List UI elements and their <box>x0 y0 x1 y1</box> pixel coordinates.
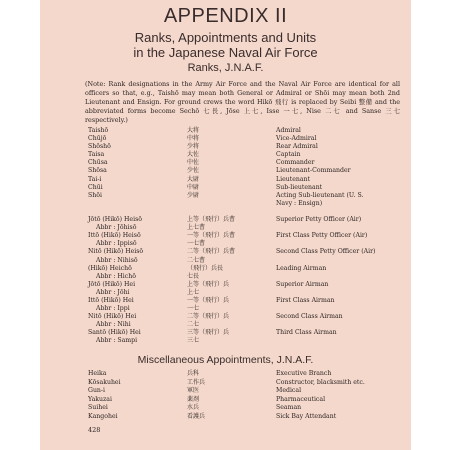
rank-kanji: 一等（飛行）兵 <box>187 296 230 304</box>
rank-kanji: 薬剤 <box>187 395 200 403</box>
table-row <box>40 192 411 200</box>
table-row <box>40 257 411 265</box>
rank-english: Third Class Airman <box>276 329 337 337</box>
rank-romaji: Ittō (Hikō) Heisō <box>88 232 141 240</box>
rank-kanji: 二等（飛行）兵曹 <box>187 248 236 256</box>
table-row <box>40 159 411 167</box>
rank-romaji: Taisa <box>88 151 105 159</box>
rank-kanji: 兵科 <box>187 370 200 377</box>
rank-english: Navy : Ensign) <box>276 199 323 207</box>
rank-english: Vice-Admiral <box>276 135 317 143</box>
table-row <box>40 370 411 379</box>
rank-kanji: 少尉 <box>187 191 200 199</box>
rank-note-text: (Note: Rank designations in the Army Air Force and the Naval Air Force are identical for all officers so that, e.g., Taishō may mean both General or Admiral or Shōi may mean both 2nd Lieutenant and Ensign. For ground crews the word Hikō 飛行 is replaced by Seibi 整備 and the abbreviated forms become Sechō 七長, Jōse 上七, Isse 一七, Nise 二七 and Sanse 三七 respectively.) <box>85 80 400 124</box>
rank-romaji: Suihei <box>88 404 108 412</box>
ranks-table <box>40 127 411 346</box>
rank-romaji: Abbr : Nihi <box>96 321 131 329</box>
rank-english: First Class Petty Officer (Air) <box>276 232 368 240</box>
table-row <box>40 216 411 224</box>
rank-romaji: Shōi <box>88 191 102 199</box>
rank-english: Pharmaceutical <box>276 395 326 403</box>
table-row <box>40 281 411 289</box>
rank-romaji: Nitō (Hikō) Hei <box>88 313 137 321</box>
rank-romaji: Chūi <box>88 183 103 191</box>
rank-note <box>85 80 400 125</box>
rank-romaji: Jōtō (Hikō) Heisō <box>88 216 142 224</box>
title-line-2: in the Japanese Naval Air Force <box>133 45 318 60</box>
rank-romaji: Shōshō <box>88 143 111 151</box>
rank-kanji: 一七 <box>187 305 200 313</box>
rank-romaji: Shōsa <box>88 167 107 175</box>
rank-kanji: 一七曹 <box>187 240 206 248</box>
rank-english: Admiral <box>276 127 301 134</box>
rank-kanji: 水兵 <box>187 404 200 412</box>
table-row <box>40 329 411 337</box>
rank-kanji: 三等（飛行）兵 <box>187 329 230 337</box>
rank-kanji: 看護兵 <box>187 412 206 420</box>
table-row <box>40 135 411 143</box>
rank-romaji: Kōsakuhei <box>88 378 121 386</box>
rank-romaji: Gun-i <box>88 387 105 395</box>
rank-kanji: 七長 <box>187 272 200 280</box>
rank-kanji: （飛行）兵長 <box>187 264 224 272</box>
rank-romaji: Tai-i <box>88 175 102 183</box>
rank-kanji: 二七 <box>187 321 200 329</box>
table-row <box>40 289 411 297</box>
rank-english: Rear Admiral <box>276 143 318 151</box>
table-row <box>40 387 411 396</box>
rank-romaji: Abbr : Ippisō <box>96 240 137 248</box>
rank-kanji: 中将 <box>187 135 200 143</box>
table-row <box>40 396 411 405</box>
table-row <box>40 337 411 345</box>
table-row <box>40 176 411 184</box>
rank-kanji: 二七曹 <box>187 256 206 264</box>
table-row <box>40 273 411 281</box>
table-row <box>40 200 411 208</box>
rank-romaji: Taishō <box>88 127 109 134</box>
rank-kanji: 中尉 <box>187 183 200 191</box>
table-row <box>40 265 411 273</box>
rank-english: Commander <box>276 159 315 167</box>
rank-kanji: 少佐 <box>187 167 200 175</box>
rank-kanji: 一等（飛行）兵曹 <box>187 232 236 240</box>
rank-kanji: 上等（飛行）兵 <box>187 280 230 288</box>
table-row <box>40 167 411 175</box>
rank-kanji: 少将 <box>187 143 200 151</box>
rank-romaji: Abbr : Ippi <box>96 305 130 313</box>
rank-kanji: 中佐 <box>187 159 200 167</box>
rank-romaji: Ittō (Hikō) Hei <box>88 296 134 304</box>
rank-english: First Class Airman <box>276 296 335 304</box>
table-row <box>40 224 411 232</box>
section-heading-misc: Miscellaneous Appointments, J.N.A.F. <box>137 354 314 366</box>
rank-kanji: 大将 <box>187 127 200 134</box>
table-row <box>40 379 411 388</box>
rank-english: Acting Sub-lieutenant (U. S. <box>276 191 364 199</box>
rank-romaji: Abbr : Sampi <box>96 337 138 345</box>
table-row <box>40 248 411 256</box>
rank-english: Constructor, blacksmith etc. <box>276 378 365 386</box>
section-heading-ranks: Ranks, J.N.A.F. <box>187 62 264 74</box>
rank-english: Second Class Petty Officer (Air) <box>276 248 376 256</box>
table-row <box>40 404 411 413</box>
rank-english: Seaman <box>276 404 302 412</box>
rank-romaji: Heika <box>88 370 107 377</box>
table-row <box>40 305 411 313</box>
rank-romaji: Abbr : Nihisō <box>96 256 138 264</box>
rank-english: Lieutenant <box>276 175 311 183</box>
rank-romaji: Chūjō <box>88 135 107 143</box>
rank-english: Second Class Airman <box>276 313 343 321</box>
table-row <box>40 313 411 321</box>
rank-english: Sub-lieutenant <box>276 183 323 191</box>
rank-english: Captain <box>276 151 301 159</box>
rank-romaji: Chūsa <box>88 159 108 167</box>
table-row <box>40 413 411 422</box>
rank-kanji: 大佐 <box>187 151 200 159</box>
table-row <box>40 143 411 151</box>
rank-romaji: Kangohei <box>88 412 118 420</box>
title-line-1: Ranks, Appointments and Units <box>134 30 317 45</box>
rank-romaji: Abbr : Hichō <box>96 272 136 280</box>
rank-romaji: Santō (Hikō) Hei <box>88 329 141 337</box>
rank-kanji: 上七曹 <box>187 224 206 232</box>
rank-kanji: 上等（飛行）兵曹 <box>187 216 236 224</box>
rank-kanji: 二等（飛行）兵 <box>187 313 230 321</box>
rank-romaji: Yakuzai <box>88 395 112 403</box>
table-row <box>40 232 411 240</box>
rank-kanji: 軍医 <box>187 387 200 395</box>
table-row <box>40 184 411 192</box>
rank-romaji: Abbr : Jōhi <box>96 288 130 296</box>
rank-english: Superior Airman <box>276 280 329 288</box>
appendix-heading: APPENDIX II <box>163 5 288 27</box>
rank-english: Sick Bay Attendant <box>276 412 337 420</box>
rank-romaji: Abbr : Jōhisō <box>96 224 137 232</box>
rank-english: Lieutenant-Commander <box>276 167 351 175</box>
rank-english: Executive Branch <box>276 370 332 377</box>
rank-english: Superior Petty Officer (Air) <box>276 216 362 224</box>
rank-romaji: Nitō (Hikō) Heisō <box>88 248 144 256</box>
rank-english: Leading Airman <box>276 264 327 272</box>
rank-romaji: (Hikō) Heichō <box>88 264 132 272</box>
rank-kanji: 工作兵 <box>187 378 206 386</box>
rank-kanji: 三七 <box>187 337 200 345</box>
rank-kanji: 大尉 <box>187 175 200 183</box>
page-number: 428 <box>88 426 101 434</box>
rank-kanji: 上七 <box>187 288 200 296</box>
table-row <box>40 208 411 216</box>
rank-romaji: Jōtō (Hikō) Hei <box>88 280 136 288</box>
document-page <box>40 0 411 450</box>
table-row <box>40 127 411 135</box>
table-row <box>40 297 411 305</box>
rank-english: Medical <box>276 387 302 395</box>
misc-table <box>40 370 411 422</box>
table-row <box>40 151 411 159</box>
